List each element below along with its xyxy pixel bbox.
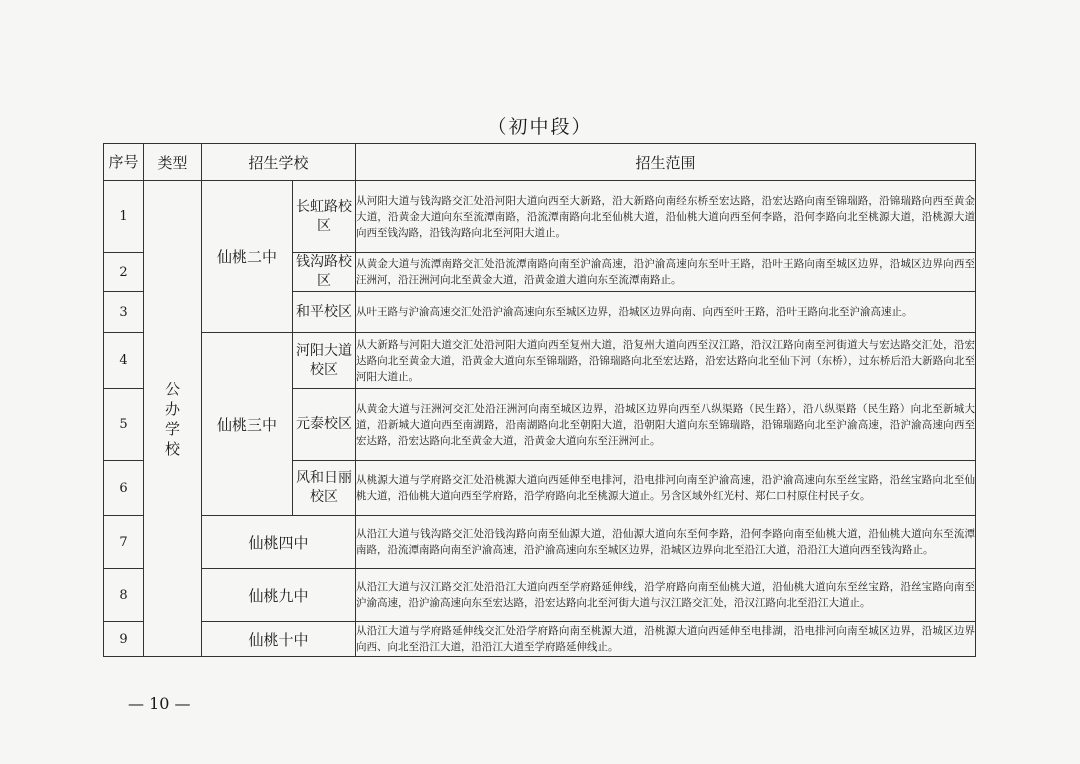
page-number: — 10 — [128, 694, 191, 713]
header-row [104, 144, 976, 181]
campus-name: 风和日丽校区 [293, 461, 356, 516]
campus-name: 长虹路校区 [293, 181, 356, 253]
row-no: 6 [104, 461, 144, 516]
enrollment-range: 从大新路与河阳大道交汇处沿河阳大道向西至复州大道，沿复州大道向西至汉江路，沿汉江路向南至河街道大与宏达路交汇处，沿宏达路向北至黄金大道，沿黄金大道向东至锦瑞路，沿锦瑞路向北至宏达路，沿宏达路向北至仙下河（东桥），过东桥后沿大新路向北至河阳大道止。 [356, 333, 976, 389]
school-name: 仙桃四中 [202, 516, 356, 569]
campus-name: 河阳大道校区 [293, 333, 356, 389]
category-label: 公办学校 [164, 379, 180, 458]
row-no: 5 [104, 389, 144, 461]
table-row [104, 181, 976, 253]
header-school: 招生学校 [202, 144, 356, 181]
header-range: 招生范围 [356, 144, 976, 181]
row-no: 8 [104, 569, 144, 622]
campus-name: 元泰校区 [293, 389, 356, 461]
school-name: 仙桃十中 [202, 622, 356, 657]
enrollment-range: 从沿江大道与汉江路交汇处沿沿江大道向西至学府路延伸线，沿学府路向南至仙桃大道，沿仙桃大道向东至丝宝路，沿丝宝路向南至沪渝高速，沿沪渝高速向东至宏达路，沿宏达路向北至河街大道与汉江路交汇处，沿汉江路向北至沿江大道止。 [356, 569, 976, 622]
enrollment-table [103, 143, 976, 657]
category-cell [144, 181, 202, 657]
row-no: 4 [104, 333, 144, 389]
enrollment-range: 从沿江大道与学府路延伸线交汇处沿学府路向南至桃源大道，沿桃源大道向西延伸至电排湖，沿电排河向南至城区边界，沿城区边界向西、向北至沿江大道，沿沿江大道至学府路延伸线止。 [356, 622, 976, 657]
row-no: 2 [104, 253, 144, 292]
campus-name: 和平校区 [293, 292, 356, 333]
header-category: 类型 [144, 144, 202, 181]
enrollment-range: 从桃源大道与学府路交汇处沿桃源大道向西延伸至电排河，沿电排河向南至沪渝高速，沿沪渝高速向东至丝宝路，沿丝宝路向北至仙桃大道，沿仙桃大道向西至学府路，沿学府路向北至桃源大道止。另含区域外红光村、郑仁口村原住村民子女。 [356, 461, 976, 516]
table-row [104, 569, 976, 622]
campus-name: 钱沟路校区 [293, 253, 356, 292]
enrollment-range: 从沿江大道与钱沟路交汇处沿钱沟路向南至仙源大道，沿仙源大道向东至何李路，沿何李路向南至仙桃大道，沿仙桃大道向东至流潭南路，沿流潭南路向南至沪渝高速，沿沪渝高速向东至城区边界，沿城区边界向北至沿江大道，沿沿江大道向西至钱沟路止。 [356, 516, 976, 569]
school-name: 仙桃九中 [202, 569, 356, 622]
row-no: 7 [104, 516, 144, 569]
enrollment-range: 从河阳大道与钱沟路交汇处沿河阳大道向西至大新路，沿大新路向南经东桥至宏达路，沿宏达路向南至锦瑞路，沿锦瑞路向西至黄金大道，沿黄金大道向东至流潭南路，沿流潭南路向北至仙桃大道，沿仙桃大道向西至何李路，沿何李路向北至桃源大道，沿桃源大道向西至钱沟路，沿钱沟路向北至河阳大道止。 [356, 181, 976, 253]
enrollment-range: 从叶王路与沪渝高速交汇处沿沪渝高速向东至城区边界，沿城区边界向南、向西至叶王路，沿叶王路向北至沪渝高速止。 [356, 292, 976, 333]
enrollment-range: 从黄金大道与流潭南路交汇处沿流潭南路向南至沪渝高速，沿沪渝高速向东至叶王路，沿叶王路向南至城区边界，沿城区边界向西至汪洲河，沿汪洲河向北至黄金大道，沿黄金道大道向东至流潭南路止。 [356, 253, 976, 292]
header-no: 序号 [104, 144, 144, 181]
school-name: 仙桃三中 [202, 333, 293, 516]
table-row [104, 333, 976, 389]
table-row [104, 516, 976, 569]
table-row [104, 622, 976, 657]
section-title: （初中段） [487, 116, 593, 138]
row-no: 3 [104, 292, 144, 333]
school-name: 仙桃二中 [202, 181, 293, 333]
row-no: 9 [104, 622, 144, 657]
enrollment-range: 从黄金大道与汪洲河交汇处沿汪洲河向南至城区边界，沿城区边界向西至八纵渠路（民生路），沿八纵渠路（民生路）向北至新城大道，沿新城大道向西至南湖路，沿南湖路向北至朝阳大道，沿朝阳大道向东至锦瑞路，沿锦瑞路向北至沪渝高速，沿沪渝高速向西至宏达路，沿宏达路向北至黄金大道，沿黄金大道向东至汪洲河止。 [356, 389, 976, 461]
row-no: 1 [104, 181, 144, 253]
